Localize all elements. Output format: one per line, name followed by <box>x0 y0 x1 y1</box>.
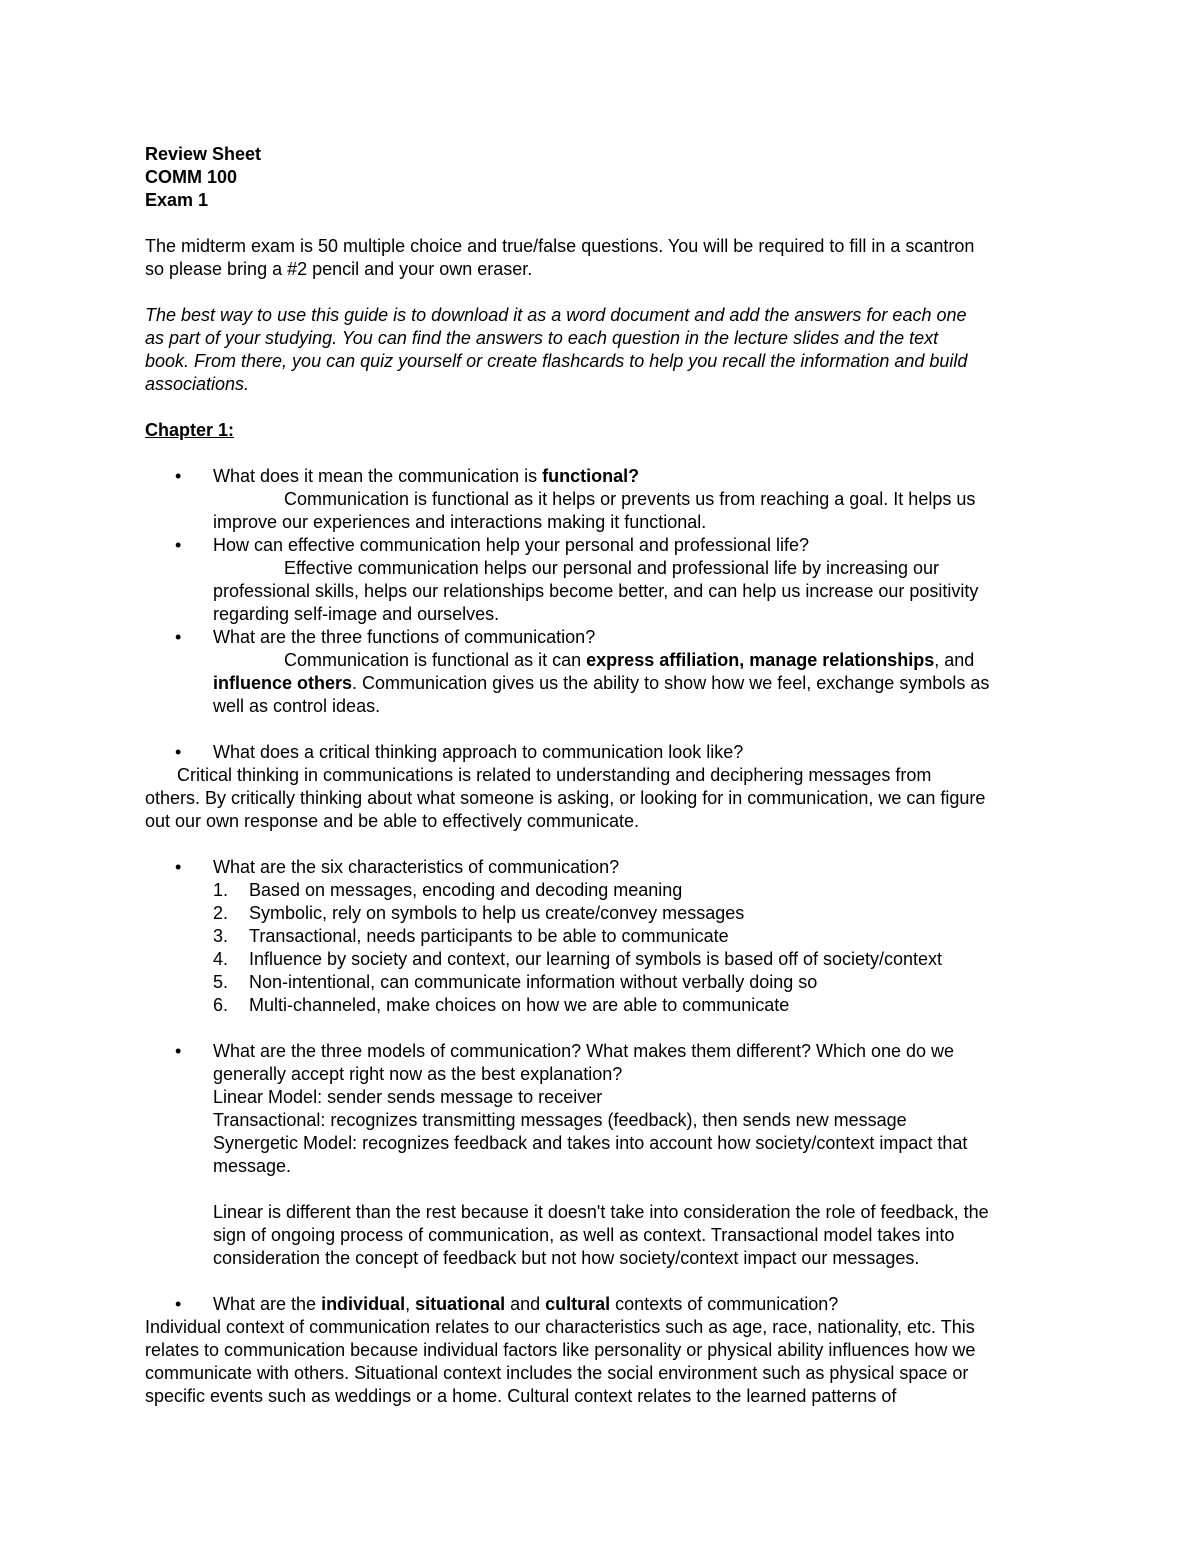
guide-line: associations. <box>145 374 250 394</box>
question-text: generally accept right now as the best explanation? <box>213 1064 623 1084</box>
question-text: What are the three models of communication? What makes them different? Which one do we <box>213 1041 955 1061</box>
list-number: 1. <box>213 880 229 900</box>
guide-line: book. From there, you can quiz yourself or create flashcards to help you recall the information and build <box>145 351 968 371</box>
question-text: and <box>505 1294 546 1314</box>
answer-line: Critical thinking in communications is related to understanding and deciphering messages from <box>177 765 932 785</box>
answer-line: relates to communication because individual factors like personality or physical ability influences how we <box>145 1340 976 1360</box>
list-item <box>145 902 1075 925</box>
list-item <box>145 971 1075 994</box>
question-text: What are the <box>213 1294 322 1314</box>
doc-title: Review Sheet <box>145 144 262 164</box>
answer-line: Synergetic Model: recognizes feedback and takes into account how society/context impact that <box>213 1133 968 1153</box>
course-code: COMM 100 <box>145 167 238 187</box>
question-text: What does a critical thinking approach to communication look like? <box>213 742 744 762</box>
answer-line <box>145 649 1075 672</box>
question-text: How can effective communication help your personal and professional life? <box>213 535 810 555</box>
answer-text: , and <box>934 650 975 670</box>
list-text: Influence by society and context, our learning of symbols is based off of society/context <box>249 949 943 969</box>
question-item <box>145 534 1075 557</box>
question-item <box>145 1040 1075 1063</box>
question-bold: situational <box>415 1294 506 1314</box>
question-item <box>145 856 1075 879</box>
answer-line: message. <box>213 1156 292 1176</box>
answer-line: sign of ongoing process of communication, as well as context. Transactional model takes into <box>213 1225 955 1245</box>
answer-line: Transactional: recognizes transmitting messages (feedback), then sends new message <box>213 1110 907 1130</box>
answer-line: Linear is different than the rest because it doesn't take into consideration the role of feedback, the <box>213 1202 989 1222</box>
list-number: 5. <box>213 972 229 992</box>
list-number: 6. <box>213 995 229 1015</box>
bullet-icon: • <box>175 627 182 647</box>
answer-line: Effective communication helps our personal and professional life by increasing our <box>284 558 940 578</box>
answer-text: Communication is functional as it can <box>284 650 587 670</box>
list-item <box>145 994 1075 1017</box>
list-text: Transactional, needs participants to be able to communicate <box>249 926 729 946</box>
chapter-heading: Chapter 1: <box>145 420 235 440</box>
question-item <box>145 1293 1075 1316</box>
question-text: , <box>405 1294 416 1314</box>
answer-line: specific events such as weddings or a home. Cultural context relates to the learned patterns of <box>145 1386 897 1406</box>
answer-line: consideration the concept of feedback but not how society/context impact our messages. <box>213 1248 920 1268</box>
answer-line: professional skills, helps our relationships become better, and can help us increase our positivity <box>213 581 979 601</box>
bullet-icon: • <box>175 466 182 486</box>
question-text: What are the six characteristics of communication? <box>213 857 620 877</box>
question-bold: cultural <box>545 1294 611 1314</box>
list-text: Multi-channeled, make choices on how we are able to communicate <box>249 995 790 1015</box>
question-text: What are the three functions of communication? <box>213 627 596 647</box>
question-bold: individual <box>321 1294 406 1314</box>
list-number: 4. <box>213 949 229 969</box>
question-item <box>145 465 1075 488</box>
intro-line: so please bring a #2 pencil and your own eraser. <box>145 259 533 279</box>
exam-label: Exam 1 <box>145 190 209 210</box>
answer-line: improve our experiences and interactions making it functional. <box>213 512 707 532</box>
list-number: 2. <box>213 903 229 923</box>
bullet-icon: • <box>175 857 182 877</box>
bullet-icon: • <box>175 1041 182 1061</box>
list-text: Based on messages, encoding and decoding meaning <box>249 880 683 900</box>
answer-line: Communication is functional as it helps or prevents us from reaching a goal. It helps us <box>284 489 976 509</box>
answer-line: regarding self-image and ourselves. <box>213 604 500 624</box>
question-text: What does it mean the communication is <box>213 466 543 486</box>
answer-line: others. By critically thinking about what someone is asking, or looking for in communication, we can figure <box>145 788 986 808</box>
answer-line: Individual context of communication relates to our characteristics such as age, race, nationality, etc. This <box>145 1317 975 1337</box>
bullet-icon: • <box>175 742 182 762</box>
list-text: Symbolic, rely on symbols to help us create/convey messages <box>249 903 745 923</box>
answer-text: . Communication gives us the ability to show how we feel, exchange symbols as <box>352 673 990 693</box>
guide-line: as part of your studying. You can find the answers to each question in the lecture slides and the text <box>145 328 939 348</box>
document-page <box>145 143 1075 1408</box>
question-text: contexts of communication? <box>610 1294 839 1314</box>
list-number: 3. <box>213 926 229 946</box>
question-bold: functional? <box>542 466 640 486</box>
list-item <box>145 879 1075 902</box>
answer-bold: express affiliation, manage relationships <box>586 650 935 670</box>
answer-line: out our own response and be able to effectively communicate. <box>145 811 639 831</box>
answer-line: Linear Model: sender sends message to receiver <box>213 1087 603 1107</box>
question-item <box>145 741 1075 764</box>
answer-bold: influence others <box>213 673 353 693</box>
list-text: Non-intentional, can communicate information without verbally doing so <box>249 972 818 992</box>
bullet-icon: • <box>175 1294 182 1314</box>
question-item <box>145 626 1075 649</box>
intro-line: The midterm exam is 50 multiple choice and true/false questions. You will be required to fill in a scantron <box>145 236 975 256</box>
answer-line: communicate with others. Situational context includes the social environment such as physical space or <box>145 1363 969 1383</box>
bullet-icon: • <box>175 535 182 555</box>
list-item <box>145 925 1075 948</box>
answer-line: well as control ideas. <box>213 696 381 716</box>
list-item <box>145 948 1075 971</box>
answer-line <box>145 672 1075 695</box>
guide-line: The best way to use this guide is to download it as a word document and add the answers for each one <box>145 305 967 325</box>
